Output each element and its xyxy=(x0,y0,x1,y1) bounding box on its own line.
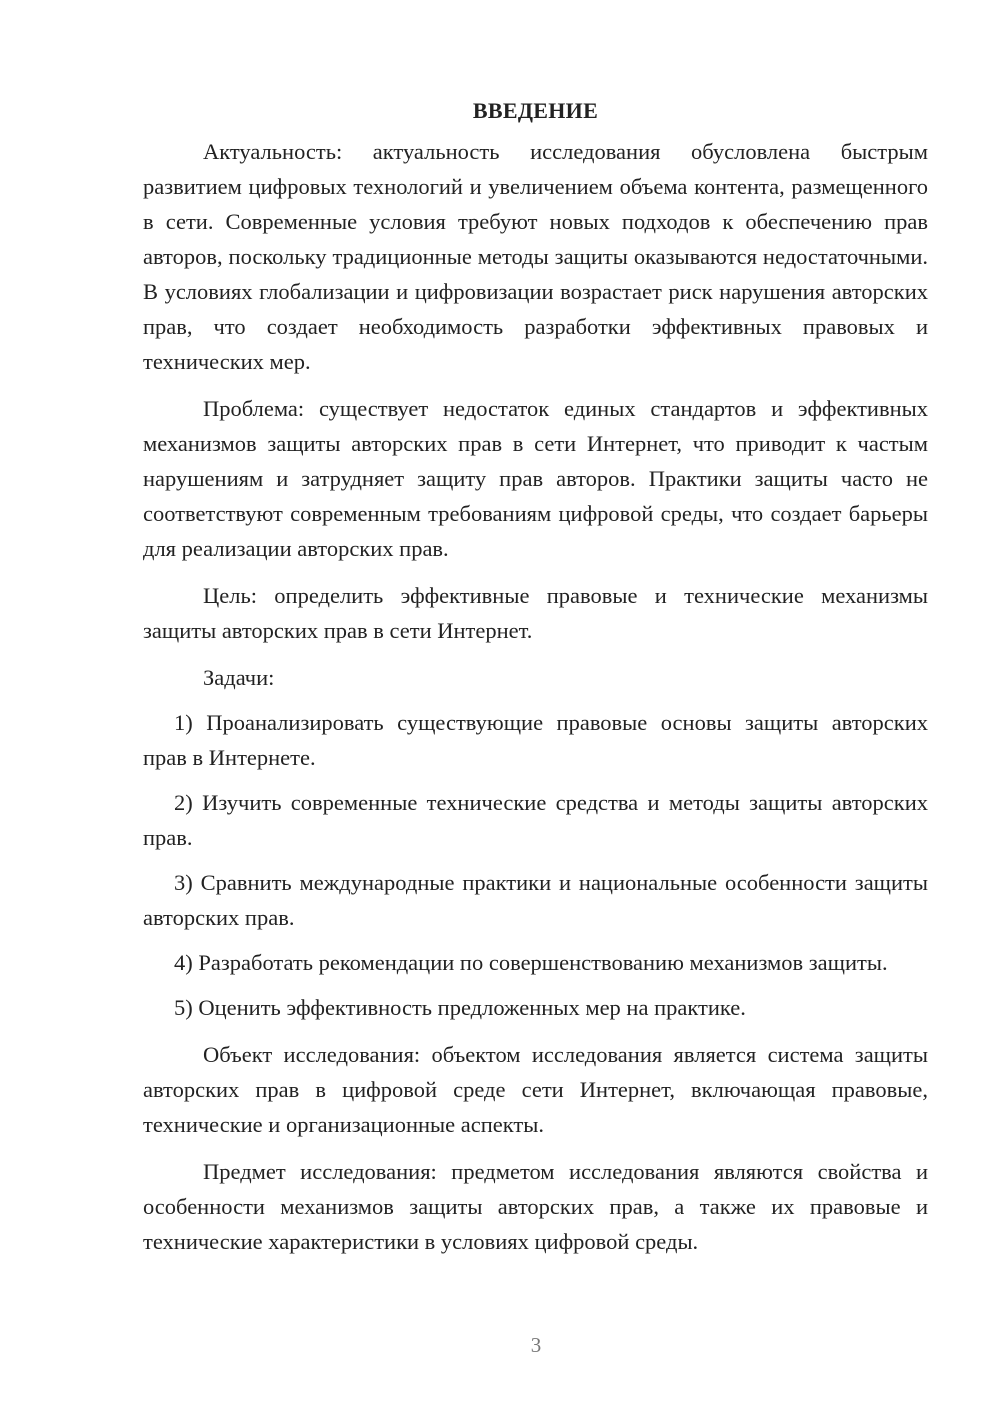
task-item-2: 2) Изучить современные технические средства и методы защиты авторских прав. xyxy=(143,790,928,850)
subject-paragraph: Предмет исследования: предметом исследования являются свойства и особенности механизмов защиты авторских прав, а также их правовые и технические характеристики в условиях цифровой среды. xyxy=(143,1159,928,1254)
problem-paragraph: Проблема: существует недостаток единых стандартов и эффективных механизмов защиты авторских прав в сети Интернет, что приводит к частым нарушениям и затрудняет защиту прав авторов. Практики защиты часто не соответствуют современным требованиям цифровой среды, что создает барьеры для реализации авторских прав. xyxy=(143,396,928,561)
task-item-5: 5) Оценить эффективность предложенных мер на практике. xyxy=(174,995,746,1020)
document-page xyxy=(143,94,928,1259)
object-paragraph: Объект исследования: объектом исследования является система защиты авторских прав в цифровой среде сети Интернет, включающая правовые, технические и организационные аспекты. xyxy=(143,1042,928,1137)
task-item-3: 3) Сравнить международные практики и национальные особенности защиты авторских прав. xyxy=(143,870,928,930)
tasks-heading: Задачи: xyxy=(203,665,275,690)
page-title: ВВЕДЕНИЕ xyxy=(472,98,599,123)
task-item-4: 4) Разработать рекомендации по совершенствованию механизмов защиты. xyxy=(174,950,888,975)
task-item-1: 1) Проанализировать существующие правовые основы защиты авторских прав в Интернете. xyxy=(143,710,928,770)
relevance-paragraph: Актуальность: актуальность исследования обусловлена быстрым развитием цифровых технологий и увеличением объема контента, размещенного в сети. Современные условия требуют новых подходов к обеспечению прав авторов, поскольку традиционные методы защиты оказываются недостаточными. В условиях глобализации и цифровизации возрастает риск нарушения авторских прав, что создает необходимость разработки эффективных правовых и технических мер. xyxy=(143,139,928,374)
goal-paragraph: Цель: определить эффективные правовые и технические механизмы защиты авторских прав в сети Интернет. xyxy=(143,583,928,643)
page-number: 3 xyxy=(530,1333,542,1357)
